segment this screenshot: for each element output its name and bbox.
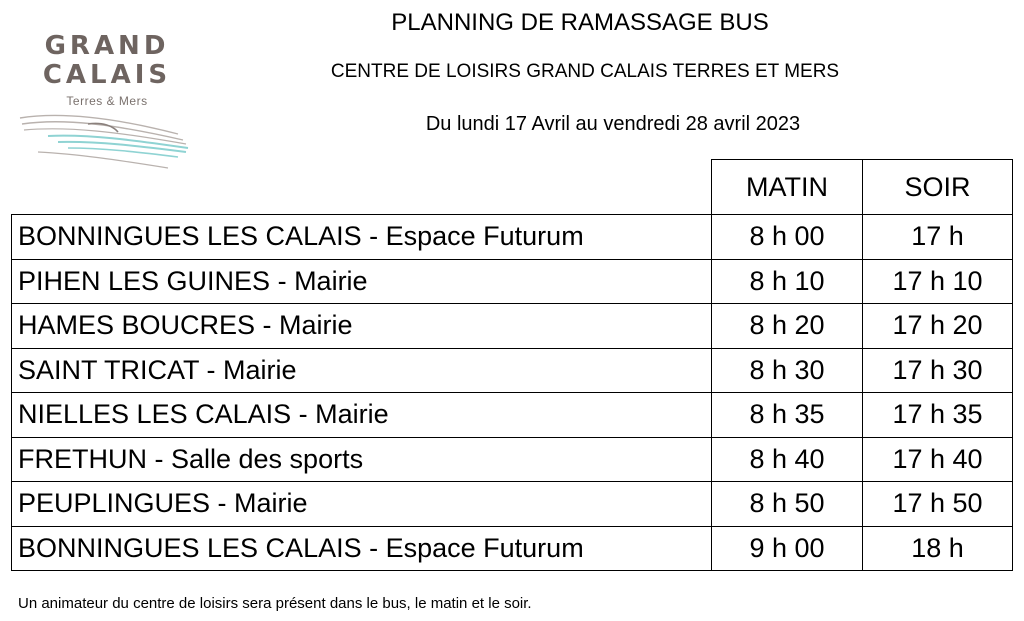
table-row — [12, 348, 1013, 393]
header-cell-stop — [12, 160, 712, 215]
table-row — [12, 259, 1013, 304]
evening-time-cell: 17 h 20 — [863, 304, 1013, 349]
table-header-row — [12, 160, 1013, 215]
stop-cell: FRETHUN - Salle des sports — [12, 437, 712, 482]
stop-cell: BONNINGUES LES CALAIS - Espace Futurum — [12, 215, 712, 260]
grand-calais-logo — [18, 30, 193, 180]
page-title: PLANNING DE RAMASSAGE BUS — [391, 9, 769, 36]
stop-cell: SAINT TRICAT - Mairie — [12, 348, 712, 393]
schedule-table — [11, 159, 1013, 571]
evening-time-cell: 17 h 10 — [863, 259, 1013, 304]
stop-cell: BONNINGUES LES CALAIS - Espace Futurum — [12, 526, 712, 571]
stop-cell: NIELLES LES CALAIS - Mairie — [12, 393, 712, 438]
morning-time-cell: 8 h 10 — [712, 259, 863, 304]
stop-cell: PEUPLINGUES - Mairie — [12, 482, 712, 527]
header-cell-evening: SOIR — [863, 160, 1013, 215]
logo-tagline: Terres & Mers — [66, 94, 148, 108]
table-row — [12, 482, 1013, 527]
morning-time-cell: 8 h 50 — [712, 482, 863, 527]
table-row — [12, 215, 1013, 260]
table-row — [12, 437, 1013, 482]
table-row — [12, 304, 1013, 349]
date-range: Du lundi 17 Avril au vendredi 28 avril 2023 — [425, 113, 801, 135]
page-subtitle: CENTRE DE LOISIRS GRAND CALAIS TERRES ET MERS — [330, 61, 840, 82]
table-row — [12, 526, 1013, 571]
morning-time-cell: 8 h 40 — [712, 437, 863, 482]
table-row — [12, 393, 1013, 438]
stop-cell: PIHEN LES GUINES - Mairie — [12, 259, 712, 304]
evening-time-cell: 17 h 30 — [863, 348, 1013, 393]
evening-time-cell: 17 h — [863, 215, 1013, 260]
evening-time-cell: 17 h 50 — [863, 482, 1013, 527]
evening-time-cell: 17 h 40 — [863, 437, 1013, 482]
morning-time-cell: 9 h 00 — [712, 526, 863, 571]
logo-word-calais: CALAIS — [42, 60, 172, 90]
morning-time-cell: 8 h 35 — [712, 393, 863, 438]
header-cell-morning: MATIN — [712, 160, 863, 215]
stop-cell: HAMES BOUCRES - Mairie — [12, 304, 712, 349]
evening-time-cell: 17 h 35 — [863, 393, 1013, 438]
morning-time-cell: 8 h 30 — [712, 348, 863, 393]
logo-word-grand: GRAND — [44, 31, 170, 61]
footnote: Un animateur du centre de loisirs sera présent dans le bus, le matin et le soir. — [18, 595, 532, 612]
morning-time-cell: 8 h 00 — [712, 215, 863, 260]
evening-time-cell: 18 h — [863, 526, 1013, 571]
morning-time-cell: 8 h 20 — [712, 304, 863, 349]
